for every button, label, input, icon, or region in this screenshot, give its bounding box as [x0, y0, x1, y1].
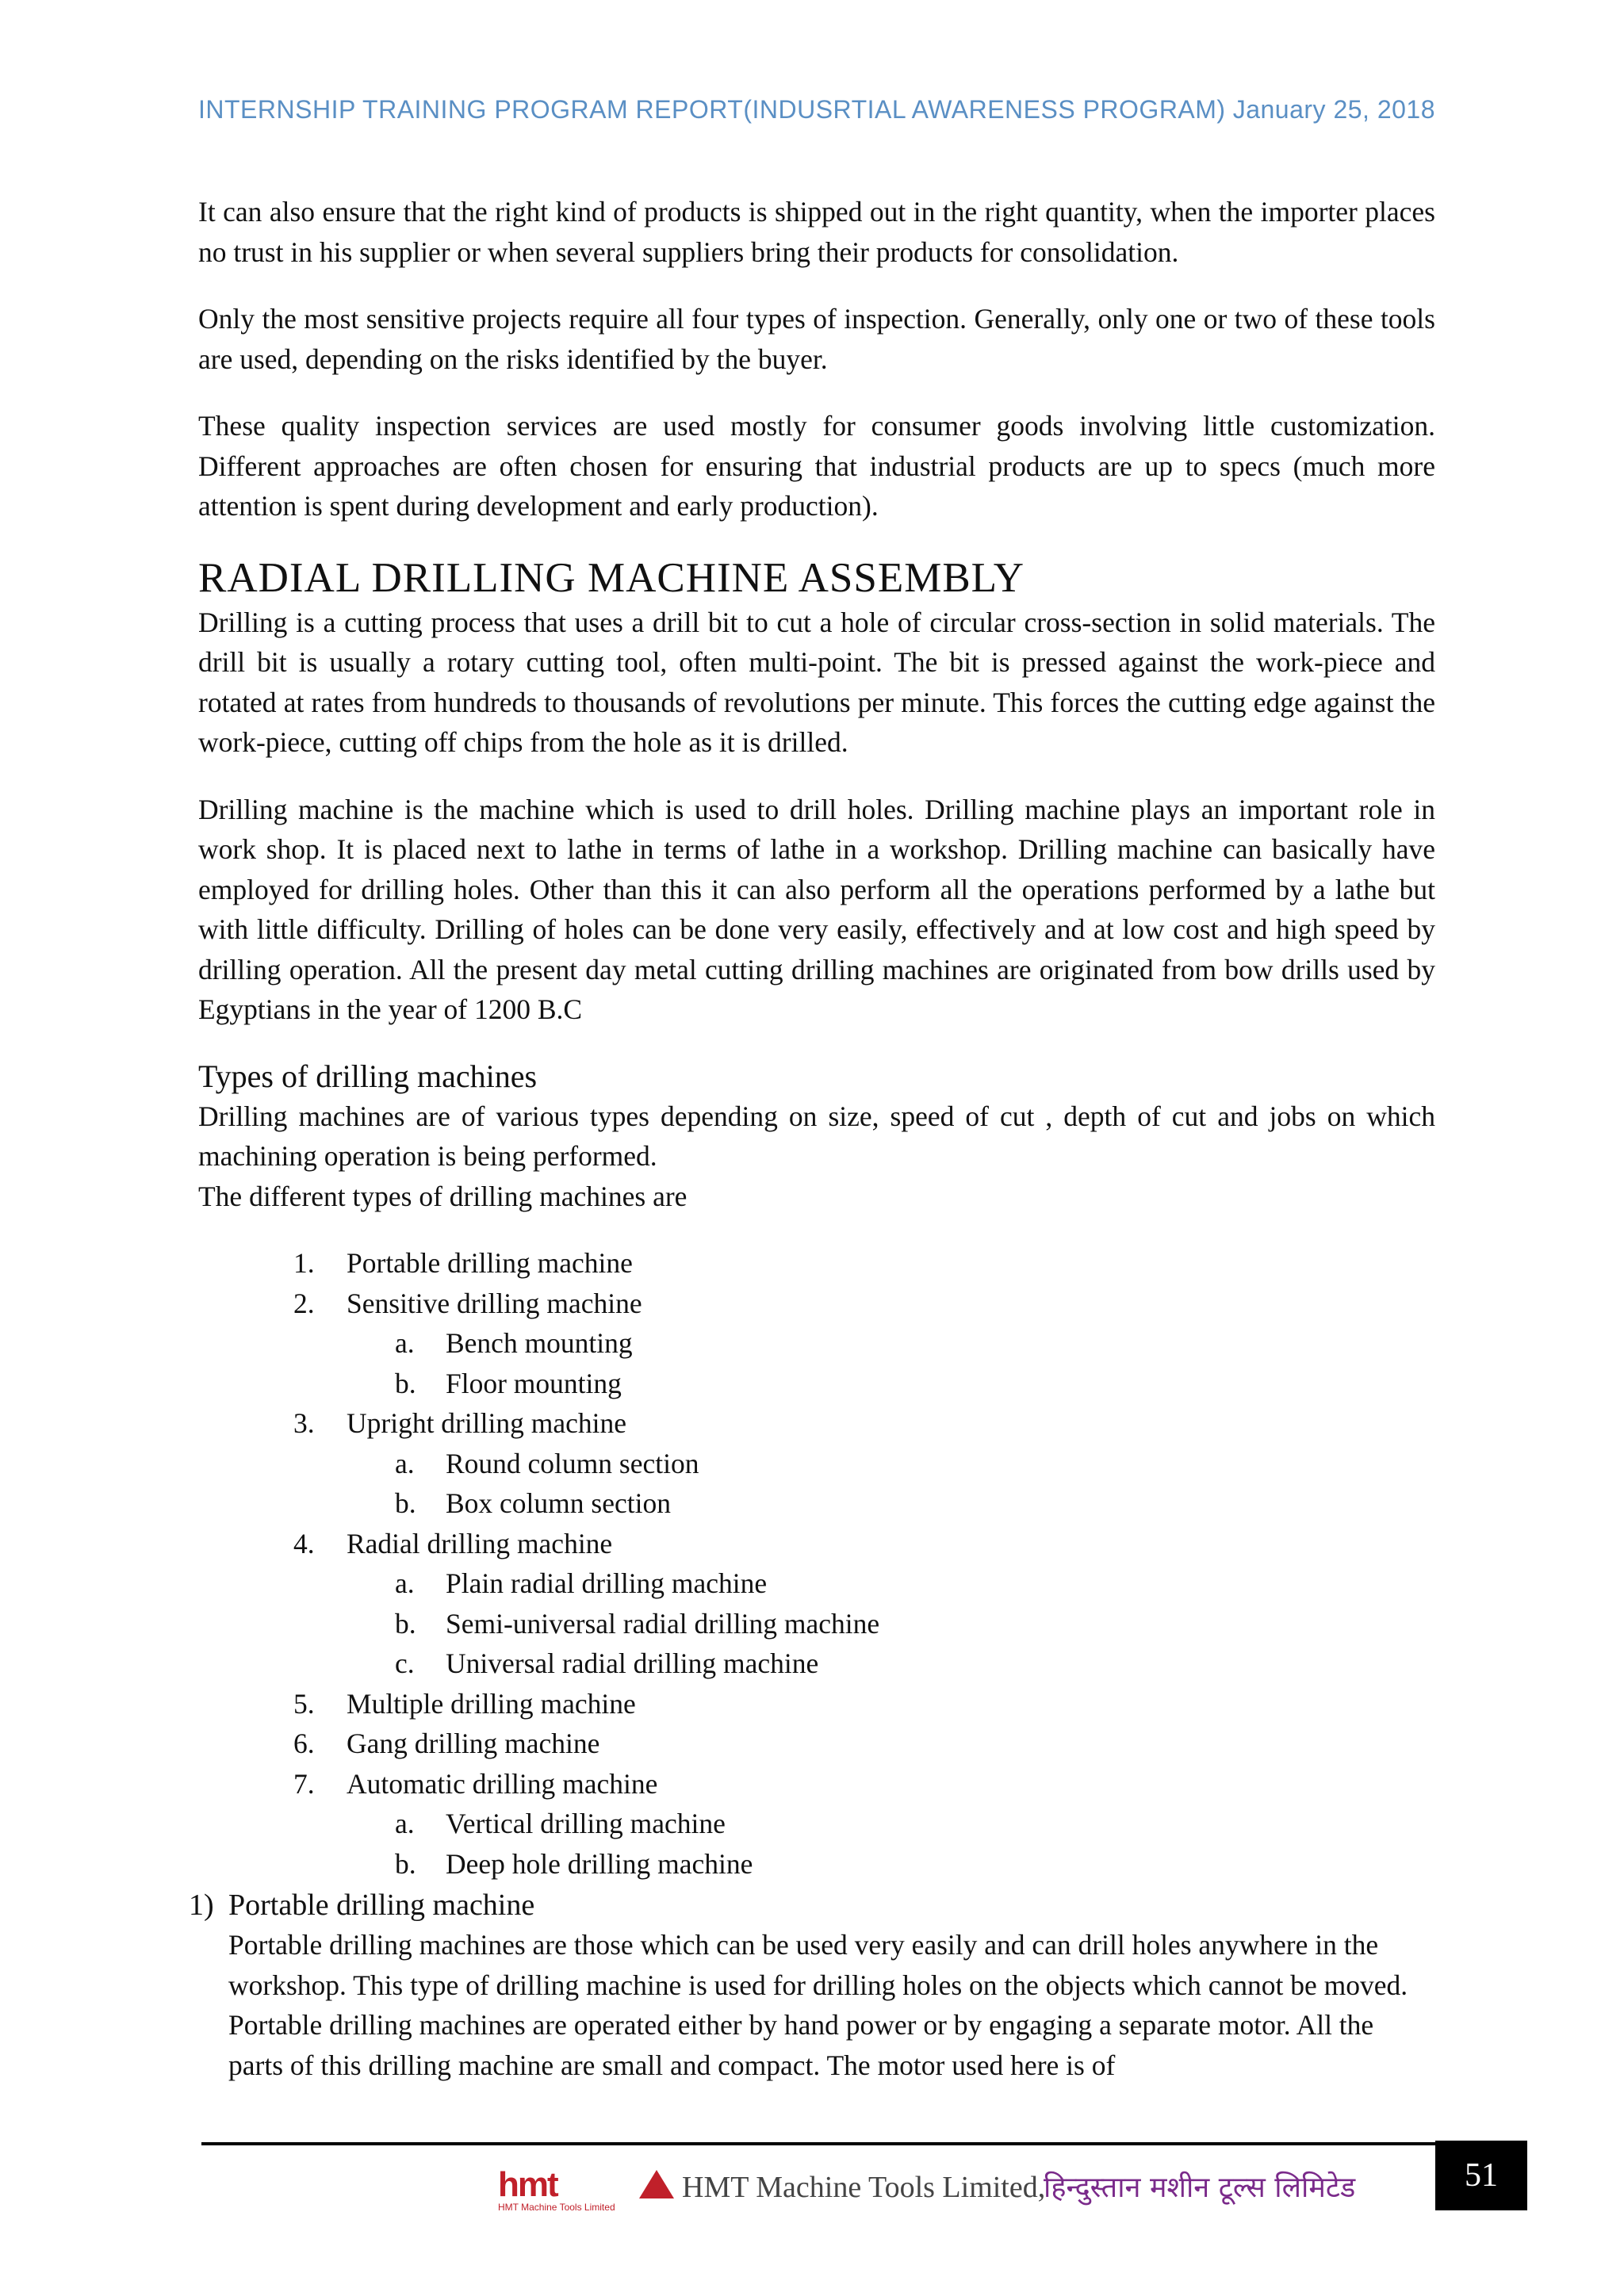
types-list-item [198, 1243, 1435, 1284]
header-title: INTERNSHIP TRAINING PROGRAM REPORT(INDUSRTIAL AWARENESS PROGRAM) [198, 95, 1226, 124]
sublist-item-letter: b. [395, 1487, 416, 1519]
types-list-item [198, 1524, 1435, 1684]
hmt-logo-subtext: HMT Machine Tools Limited [498, 2202, 615, 2213]
footer-company-name: HMT Machine Tools Limited, [682, 2171, 1046, 2204]
types-sublist [347, 1563, 1435, 1684]
hmt-logo [498, 2167, 680, 2214]
sublist-item-letter: b. [395, 1367, 416, 1399]
list-item-label: Gang drilling machine [347, 1728, 600, 1759]
document-body [189, 192, 1435, 2085]
types-intro [198, 1096, 1435, 1217]
page-header [198, 95, 1435, 124]
sublist-item-letter: a. [395, 1447, 415, 1479]
sublist-item-label: Semi-universal radial drilling machine [446, 1607, 880, 1640]
intro-paragraph: These quality inspection services are used mostly for consumer goods involving little customization. Different approaches are often chosen for ensuring that industrial products are up to specs (much more attention is spent during development and early production). [198, 410, 1435, 522]
types-intro-line: The different types of drilling machines are [198, 1180, 688, 1212]
section-paragraph: Drilling is a cutting process that uses a drill bit to cut a hole of circular cross-section in solid materials. The drill bit is usually a rotary cutting tool, often multi-point. The bit is pressed against the work-piece and rotated at rates from hundreds to thousands of revolutions per minute. This forces the cutting edge against the work-piece, cutting off chips from the hole as it is drilled. [198, 606, 1435, 758]
sublist-item-letter: c. [395, 1647, 415, 1679]
sublist-item-letter: a. [395, 1327, 415, 1359]
section-title: RADIAL DRILLING MACHINE ASSEMBLY [198, 554, 1025, 601]
sublist-item-letter: b. [395, 1607, 416, 1640]
section-paragraph: Drilling machine is the machine which is used to drill holes. Drilling machine plays an important role in work shop. It is placed next to lathe in terms of lathe in a workshop. Drilling machine can basically have employed for drilling holes. Other than this it can also perform all the operations performed by a lathe but with little difficulty. Drilling of holes can be done very easily, effectively and at low cost and high speed by drilling operation. All the present day metal cutting drilling machines are originated from bow drills used by Egyptians in the year of 1200 B.C [198, 793, 1435, 1025]
hmt-logo-mark: hmt [498, 2165, 557, 2204]
types-sublist [347, 1804, 1435, 1884]
sublist-item-label: Universal radial drilling machine [446, 1647, 819, 1679]
portable-heading [189, 1885, 1435, 1925]
types-sublist [347, 1444, 1435, 1524]
page-number: 51 [1435, 2141, 1527, 2210]
intro-paragraph: Only the most sensitive projects require all four types of inspection. Generally, only one or two of these tools are used, depending on the risks identified by the buyer. [198, 303, 1435, 375]
portable-heading-number: 1) [189, 1888, 214, 1922]
sublist-item-letter: a. [395, 1808, 415, 1839]
portable-paragraph: Portable drilling machines are those which can be used very easily and can drill holes anywhere in the workshop. This type of drilling machine is used for drilling holes on the objects which cannot be moved. Portable drilling machines are operated either by hand power or by engaging a separate motor. All the parts of this drilling machine are small and compact. The motor used here is of [228, 1929, 1408, 2081]
types-sublist-item [198, 1444, 1435, 1484]
list-item-label: Radial drilling machine [347, 1527, 613, 1559]
types-list [198, 1243, 1435, 1884]
types-list-item [198, 1284, 1435, 1404]
sublist-item-label: Bench mounting [446, 1327, 633, 1359]
types-list-item [198, 1764, 1435, 1885]
list-item-label: Upright drilling machine [347, 1407, 626, 1439]
sublist-item-label: Plain radial drilling machine [446, 1567, 768, 1599]
portable-section [189, 1885, 1435, 2085]
list-item-number: 3. [293, 1407, 315, 1439]
types-sublist-item [198, 1323, 1435, 1364]
types-sublist-item [198, 1844, 1435, 1885]
header-date: January 25, 2018 [1232, 95, 1435, 124]
sublist-item-label: Floor mounting [446, 1367, 622, 1399]
list-item-number: 5. [293, 1687, 315, 1720]
types-sublist-item [198, 1483, 1435, 1524]
list-item-label: Sensitive drilling machine [347, 1287, 642, 1319]
portable-heading-text: Portable drilling machine [228, 1888, 535, 1922]
intro-paragraph: It can also ensure that the right kind of products is shipped out in the right quantity, when the importer places no trust in his supplier or when several suppliers bring their products for consolidation. [198, 196, 1435, 268]
footer-company-name-hindi: हिन्दुस्तान मशीन टूल्स लिमिटेड [1044, 2172, 1356, 2204]
sublist-item-letter: b. [395, 1847, 416, 1880]
sublist-item-letter: a. [395, 1567, 415, 1599]
list-item-number: 7. [293, 1767, 315, 1800]
types-sublist-item [198, 1563, 1435, 1604]
types-list-item [198, 1724, 1435, 1764]
types-list-item [198, 1403, 1435, 1524]
list-item-number: 1. [293, 1247, 315, 1279]
types-sublist-item [198, 1364, 1435, 1404]
list-item-number: 2. [293, 1287, 315, 1319]
types-sublist [347, 1323, 1435, 1403]
page-footer [498, 2167, 1434, 2214]
types-intro-line: Drilling machines are of various types depending on size, speed of cut , depth of cut and jobs on which machining operation is being performed. [198, 1100, 1435, 1172]
types-list-item [198, 1684, 1435, 1724]
list-item-label: Multiple drilling machine [347, 1687, 636, 1720]
sublist-item-label: Vertical drilling machine [446, 1808, 726, 1839]
list-item-label: Automatic drilling machine [347, 1767, 658, 1800]
hmt-logo-triangle-icon [639, 2170, 674, 2198]
sublist-item-label: Round column section [446, 1447, 699, 1479]
list-item-number: 4. [293, 1527, 315, 1559]
types-sublist-item [198, 1604, 1435, 1644]
sublist-item-label: Box column section [446, 1487, 671, 1519]
sublist-item-label: Deep hole drilling machine [446, 1847, 753, 1880]
list-item-label: Portable drilling machine [347, 1247, 633, 1279]
footer-rule [201, 2142, 1435, 2145]
list-item-number: 6. [293, 1728, 315, 1759]
types-sublist-item [198, 1644, 1435, 1684]
types-sublist-item [198, 1804, 1435, 1844]
types-heading: Types of drilling machines [198, 1058, 538, 1094]
